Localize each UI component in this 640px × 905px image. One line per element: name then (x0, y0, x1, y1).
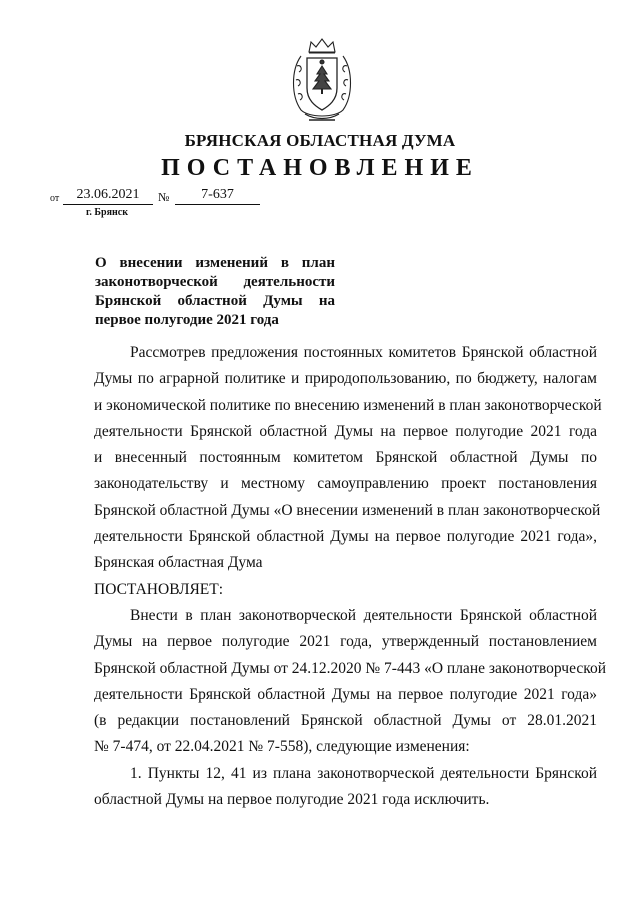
document-date: 23.06.2021 (63, 188, 153, 205)
body-line: законодательству и местному самоуправлению проект постановления (94, 475, 597, 493)
body-line: и экономической политике по внесению изменений в план законотворческой (94, 396, 602, 414)
document-type-title: ПОСТАНОВЛЕНИЕ (161, 155, 479, 181)
body-line: деятельности Брянской областной Думы на первое полугодие 2021 года (94, 422, 597, 440)
date-prefix-label: от (50, 193, 60, 204)
document-body (94, 340, 607, 813)
subject-line: первое полугодие 2021 года (95, 312, 279, 328)
body-line: деятельности Брянской областной Думы на первое полугодие 2021 года» (94, 685, 597, 703)
body-line: Брянской областной Думы от 24.12.2020 № 7-443 «О плане законотворческой (94, 659, 607, 677)
body-line: 1. Пункты 12, 41 из плана законотворческой деятельности Брянской (130, 764, 597, 782)
body-line: и внесенный постоянным комитетом Брянской областной Думы по (94, 449, 597, 467)
body-line: областной Думы на первое полугодие 2021 года исключить. (94, 791, 490, 809)
body-line: Думы по аграрной политике и природопользованию, по бюджету, налогам (94, 370, 597, 388)
body-line: Думы на первое полугодие 2021 года, утвержденный постановлением (94, 633, 597, 651)
body-line: Внести в план законотворческой деятельности Брянской областной (130, 606, 597, 624)
number-label: № (158, 190, 170, 204)
body-line: Брянской областной Думы «О внесении изменений в план законотворческой (94, 501, 601, 519)
organization-name: БРЯНСКАЯ ОБЛАСТНАЯ ДУМА (184, 131, 456, 150)
resolution-word: ПОСТАНОВЛЯЕТ: (94, 580, 224, 598)
coat-of-arms-icon (287, 36, 357, 124)
document-number: 7-637 (175, 188, 260, 205)
coat-of-arms-emblem (287, 36, 357, 124)
subject-line: Брянской областной Думы на (95, 293, 335, 309)
body-line: деятельности Брянской областной Думы на первое полугодие 2021 года», (94, 528, 597, 546)
body-line: Брянская областная Дума (94, 554, 263, 572)
subject-line: законотворческой деятельности (95, 274, 335, 290)
document-subject (95, 254, 335, 330)
subject-line: О внесении изменений в план (95, 255, 335, 271)
city-label: г. Брянск (86, 207, 128, 218)
body-line: (в редакции постановлений Брянской областной Думы от 28.01.2021 (94, 712, 597, 730)
body-line: Рассмотрев предложения постоянных комитетов Брянской областной (130, 344, 597, 361)
body-line: № 7-474, от 22.04.2021 № 7-558), следующие изменения: (94, 738, 470, 756)
